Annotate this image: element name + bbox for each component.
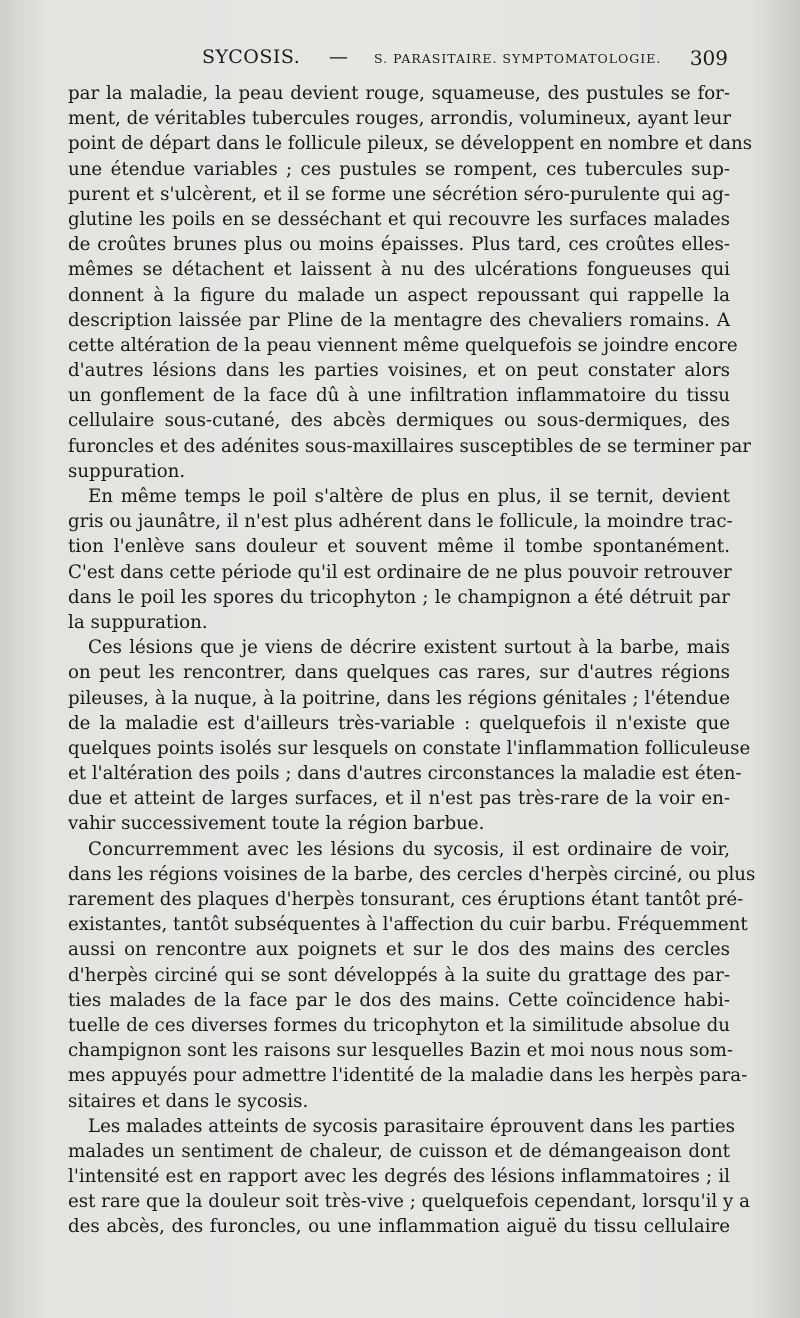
- text-line: malades un sentiment de chaleur, de cuisson et de démangeaison dont: [68, 1140, 730, 1162]
- running-subtitle: S. PARASITAIRE. SYMPTOMATOLOGIE.: [374, 51, 662, 66]
- text-line: dans le poil les spores du tricophyton ; le champignon a été détruit par: [68, 586, 730, 608]
- text-line: ties malades de la face par le dos des mains. Cette coïncidence habi-: [68, 989, 730, 1011]
- text-line: tion l'enlève sans douleur et souvent même il tombe spontanément.: [68, 536, 730, 558]
- text-line: due et atteint de larges surfaces, et il n'est pas très-rare de la voir en-: [68, 788, 730, 810]
- text-line: on peut les rencontrer, dans quelques cas rares, sur d'autres régions: [68, 662, 730, 684]
- text-line: sitaires et dans le sycosis.: [68, 1090, 309, 1112]
- running-title: SYCOSIS.: [202, 46, 301, 68]
- text-line: champignon sont les raisons sur lesquelles Bazin et moi nous nous som-: [68, 1040, 733, 1062]
- text-line: un gonflement de la face dû à une infiltration inflammatoire du tissu: [68, 385, 730, 407]
- text-line: mêmes se détachent et laissent à nu des ulcérations fongueuses qui: [68, 259, 730, 281]
- text-line: de la maladie est d'ailleurs très-variable : quelquefois il n'existe que: [68, 712, 730, 734]
- text-line: par la maladie, la peau devient rouge, squameuse, des pustules se for-: [68, 83, 730, 104]
- text-line: vahir successivement toute la région barbue.: [68, 813, 485, 835]
- text-line: d'autres lésions dans les parties voisines, et on peut constater alors: [68, 360, 730, 382]
- text-line: la suppuration.: [68, 611, 208, 633]
- text-line: aussi on rencontre aux poignets et sur le dos des mains des cercles: [68, 939, 730, 961]
- text-line: des abcès, des furoncles, ou une inflammation aiguë du tissu cellulaire: [68, 1216, 730, 1238]
- text-line: cellulaire sous-cutané, des abcès dermiques ou sous-dermiques, des: [68, 410, 730, 432]
- text-line: Les malades atteints de sycosis parasitaire éprouvent dans les parties: [88, 1115, 735, 1137]
- text-line: l'intensité est en rapport avec les degrés des lésions inflammatoires ; il: [68, 1166, 730, 1188]
- text-line: description laissée par Pline de la mentagre des chevaliers romains. A: [68, 309, 730, 331]
- text-line: point de départ dans le follicule pileux, se développent en nombre et dans: [68, 133, 753, 155]
- text-line: et l'altération des poils ; dans d'autres circonstances la maladie est éten-: [68, 763, 742, 785]
- text-line: glutine les poils en se desséchant et qui recouvre les surfaces malades: [68, 208, 730, 230]
- text-line: mes appuyés pour admettre l'identité de la maladie dans les herpès para-: [68, 1065, 748, 1087]
- text-line: En même temps le poil s'altère de plus en plus, il se ternit, devient: [88, 486, 730, 507]
- text-line: existantes, tantôt subséquentes à l'affection du cuir barbu. Fréquemment: [68, 914, 748, 936]
- page-number: 309: [689, 46, 728, 70]
- text-line: furoncles et des adénites sous-maxillaires susceptibles de se terminer par: [68, 435, 751, 457]
- text-line: tuelle de ces diverses formes du tricophyton et la similitude absolue du: [68, 1014, 730, 1036]
- text-line: donnent à la figure du malade un aspect repoussant qui rappelle la: [68, 284, 730, 306]
- text-line: Ces lésions que je viens de décrire existent surtout à la barbe, mais: [88, 637, 730, 659]
- text-line: rarement des plaques d'herpès tonsurant, ces éruptions étant tantôt pré-: [68, 889, 744, 910]
- text-line: cette altération de la peau viennent même quelquefois se joindre encore: [68, 334, 738, 356]
- text-line: gris ou jaunâtre, il n'est plus adhérent dans le follicule, la moindre trac-: [68, 511, 733, 533]
- text-line: de croûtes brunes plus ou moins épaisses. Plus tard, ces croûtes elles-: [68, 234, 730, 256]
- text-line: suppuration.: [68, 460, 186, 482]
- text-line: est rare que la douleur soit très-vive ; quelquefois cependant, lorsqu'il y a: [68, 1191, 750, 1213]
- body-text: [68, 81, 756, 1240]
- text-line: dans les régions voisines de la barbe, des cercles d'herpès circiné, ou plus: [68, 863, 756, 885]
- text-line: quelques points isolés sur lesquels on constate l'inflammation folliculeuse: [68, 737, 751, 759]
- text-line: d'herpès circiné qui se sont développés à la suite du grattage des par-: [68, 964, 730, 986]
- text-line: Concurremment avec les lésions du sycosis, il est ordinaire de voir,: [88, 838, 730, 860]
- text-line: une étendue variables ; ces pustules se rompent, ces tubercules sup-: [68, 158, 730, 180]
- text-line: C'est dans cette période qu'il est ordinaire de ne plus pouvoir retrouver: [68, 561, 732, 583]
- text-line: pileuses, à la nuque, à la poitrine, dans les régions génitales ; l'étendue: [68, 687, 730, 709]
- running-head: [68, 46, 730, 76]
- text-line: purent et s'ulcèrent, et il se forme une sécrétion séro-purulente qui ag-: [68, 183, 730, 205]
- text-line: ment, de véritables tubercules rouges, arrondis, volumineux, ayant leur: [68, 108, 732, 130]
- running-dash: —: [329, 46, 348, 68]
